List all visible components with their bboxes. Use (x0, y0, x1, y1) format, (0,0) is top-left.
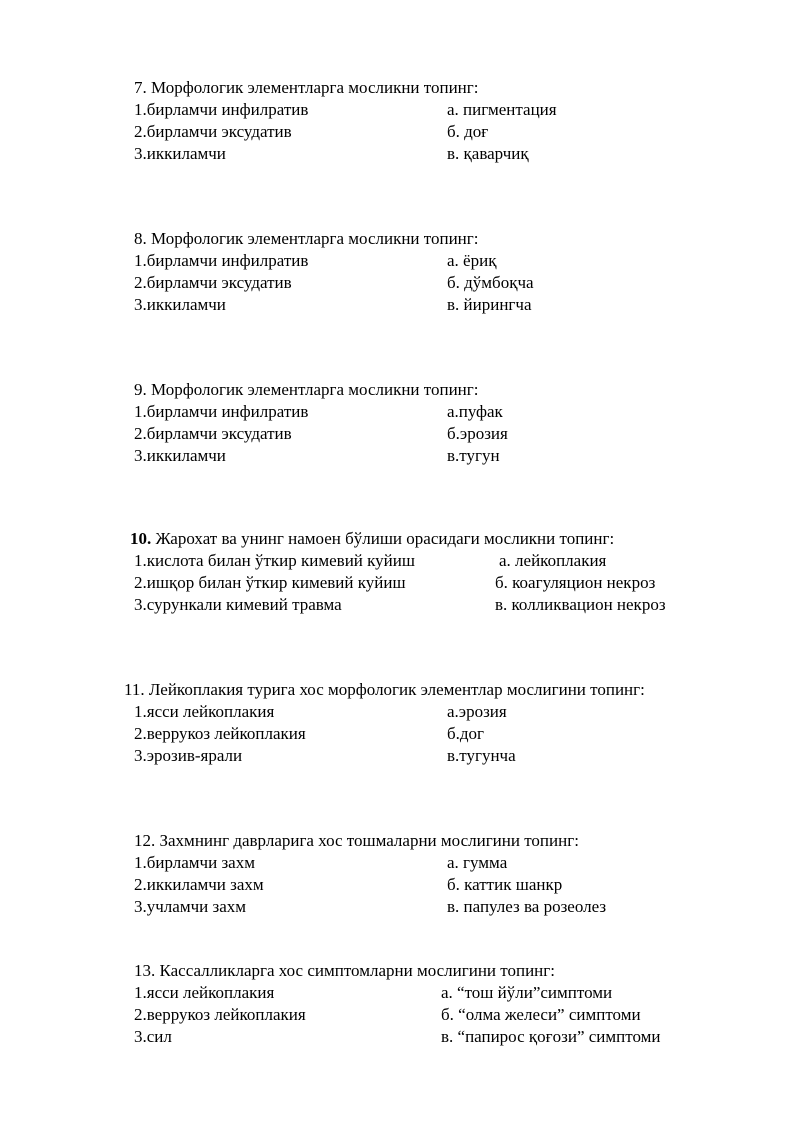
match-row (0, 1004, 800, 1026)
left-item: 1.бирламчи инфилратив (134, 251, 309, 270)
match-row (0, 594, 800, 616)
match-row (0, 723, 800, 745)
match-row (0, 250, 800, 272)
question-title: 8. Морфологик элементларга мосликни топинг: (134, 229, 479, 248)
left-item: 1.бирламчи инфилратив (134, 402, 309, 421)
match-row (0, 1026, 800, 1048)
right-item: в.тугун (447, 446, 500, 465)
right-item: в. “папирос қоғози” симптоми (441, 1027, 661, 1046)
match-row (0, 896, 800, 918)
left-item: 2.иккиламчи захм (134, 875, 264, 894)
match-row (0, 272, 800, 294)
match-row (0, 401, 800, 423)
right-item: в. колликвацион некроз (495, 595, 666, 614)
right-item: б. “олма желеси” симптоми (441, 1005, 641, 1024)
match-row (0, 423, 800, 445)
match-row (0, 874, 800, 896)
right-item: б. коагуляцион некроз (495, 573, 656, 592)
match-row (0, 550, 800, 572)
left-item: 2.бирламчи эксудатив (134, 424, 292, 443)
question-text: Жарохат ва унинг намоен бўлиши орасидаги мосликни топинг: (151, 529, 615, 548)
right-item: а. гумма (447, 853, 508, 872)
right-item: в. папулез ва розеолез (447, 897, 607, 916)
right-item: б. доғ (447, 122, 489, 141)
question-title: 11. Лейкоплакия турига хос морфологик элементлар мослигини топинг: (124, 680, 645, 699)
match-row (0, 745, 800, 767)
match-row (0, 99, 800, 121)
right-item: а. лейкоплакия (499, 551, 607, 570)
match-row (0, 121, 800, 143)
match-row (0, 701, 800, 723)
left-item: 3.эрозив-ярали (134, 746, 243, 765)
right-item: в. йирингча (447, 295, 532, 314)
question-title: 13. Кассалликларга хос симптомларни мослигини топинг: (134, 961, 555, 980)
left-item: 2.ишқор билан ўткир кимевий куйиш (134, 573, 406, 592)
left-item: 3.сил (134, 1027, 172, 1046)
right-item: а.эрозия (447, 702, 507, 721)
question-number: 10. (130, 529, 152, 548)
right-item: б.эрозия (447, 424, 508, 443)
left-item: 3.сурункали кимевий травма (134, 595, 342, 614)
left-item: 1.ясси лейкоплакия (134, 702, 275, 721)
left-item: 3.иккиламчи (134, 446, 226, 465)
match-row (0, 852, 800, 874)
left-item: 3.учламчи захм (134, 897, 247, 916)
match-row (0, 445, 800, 467)
right-item: б. дўмбоқча (447, 273, 534, 292)
right-item: в.тугунча (447, 746, 516, 765)
match-row (0, 143, 800, 165)
match-row (0, 572, 800, 594)
match-row (0, 982, 800, 1004)
left-item: 2.бирламчи эксудатив (134, 122, 292, 141)
left-item: 1.ясси лейкоплакия (134, 983, 275, 1002)
question-title (130, 528, 614, 550)
right-item: б. каттик шанкр (447, 875, 563, 894)
left-item: 3.иккиламчи (134, 295, 226, 314)
question-title: 12. Захмнинг даврларига хос тошмаларни мослигини топинг: (134, 831, 579, 850)
right-item: а. ёриқ (447, 251, 497, 270)
match-row (0, 294, 800, 316)
left-item: 2.веррукоз лейкоплакия (134, 724, 306, 743)
right-item: а. “тош йўли”симптоми (441, 983, 613, 1002)
left-item: 1.кислота билан ўткир кимевий куйиш (134, 551, 415, 570)
left-item: 1.бирламчи инфилратив (134, 100, 309, 119)
left-item: 1.бирламчи захм (134, 853, 255, 872)
question-title: 9. Морфологик элементларга мосликни топинг: (134, 380, 479, 399)
left-item: 2.бирламчи эксудатив (134, 273, 292, 292)
left-item: 2.веррукоз лейкоплакия (134, 1005, 306, 1024)
right-item: а. пигментация (447, 100, 557, 119)
right-item: в. қаварчиқ (447, 144, 529, 163)
right-item: б.дог (447, 724, 485, 743)
question-title: 7. Морфологик элементларга мосликни топинг: (134, 78, 479, 97)
right-item: а.пуфак (447, 402, 503, 421)
left-item: 3.иккиламчи (134, 144, 226, 163)
